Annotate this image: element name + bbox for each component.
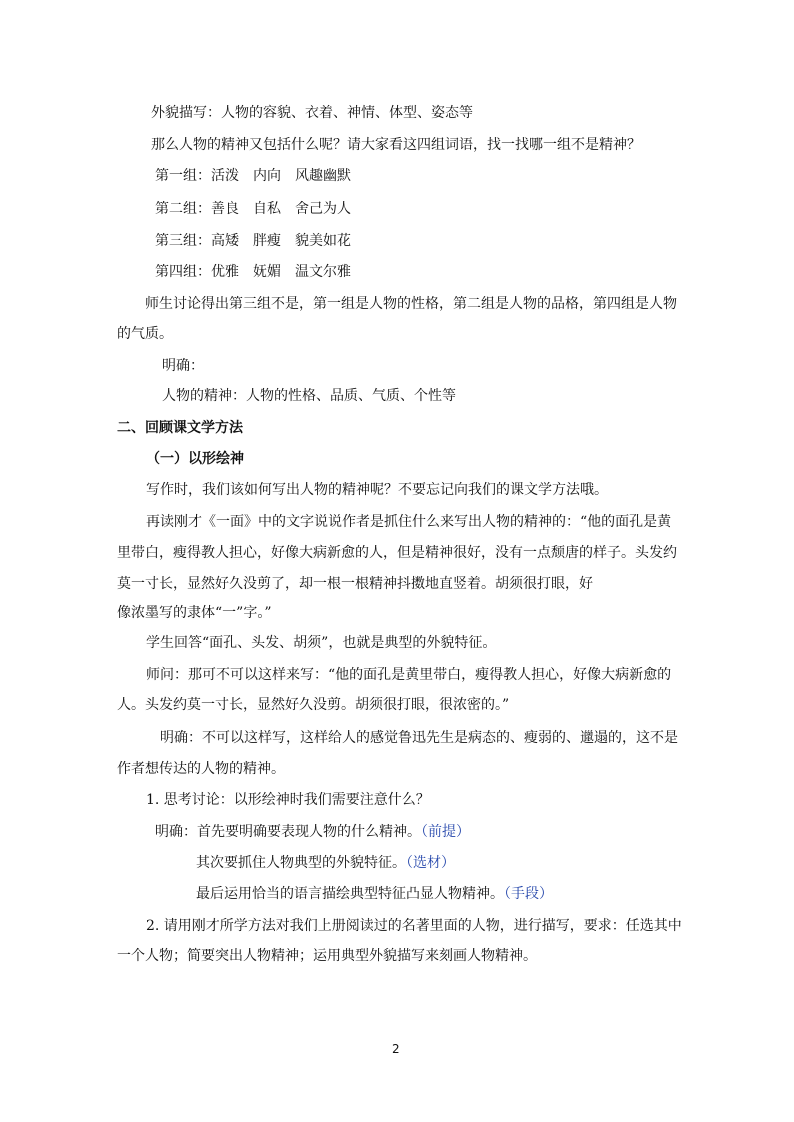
- text-line: 人。头发约莫一寸长，显然好久没剪。胡须很打眼，很浓密的。”: [117, 697, 510, 713]
- text-line: 1. 思考讨论：以形绘神时我们需要注意什么？: [146, 792, 430, 808]
- text-line: 人物的精神：人物的性格、品质、气质、个性等: [162, 388, 456, 404]
- text-line: 的气质。: [117, 326, 173, 342]
- text-line: 第三组：高矮 胖瘦 貌美如花: [155, 233, 351, 249]
- text-line: [196, 855, 455, 871]
- text-line: 莫一寸长，显然好久没剪了，却一根一根精神抖擞地直竖着。胡须很打眼，好: [117, 576, 593, 592]
- text-line: 像浓墨写的隶体“一”字。”: [117, 605, 272, 621]
- annotation-label: （选材）: [406, 855, 455, 871]
- text-line: 外貌描写：人物的容貌、衣着、神情、体型、姿态等: [151, 105, 473, 121]
- text-line: 明确：: [162, 358, 204, 374]
- text-line: 师问：那可不可以这样来写：“他的面孔是黄里带白，瘦得教人担心，好像大病新愈的: [146, 667, 672, 683]
- text-line: 师生讨论得出第三组不是，第一组是人物的性格，第二组是人物的品格，第四组是人物: [145, 296, 677, 312]
- text-line: 一个人物；简要突出人物精神；运用典型外貌描写来刻画人物精神。: [117, 948, 537, 964]
- annotation-label: （前提）: [421, 824, 470, 840]
- text-line: 作者想传达的人物的精神。: [117, 761, 285, 777]
- text-line: 里带白，瘦得教人担心，好像大病新愈的人，但是精神很好，没有一点颓唐的样子。头发约: [117, 545, 677, 561]
- text-line: 第一组：活泼 内向 风趣幽默: [155, 168, 351, 184]
- text-span: 其次要抓住人物典型的外貌特征。: [196, 855, 406, 871]
- text-line: 再读刚才《一面》中的文字说说作者是抓住什么来写出人物的精神的：“他的面孔是黄: [146, 514, 672, 530]
- text-line: 第四组：优雅 妩媚 温文尔雅: [155, 264, 351, 280]
- section-heading: 二、回顾课文学方法: [117, 420, 243, 436]
- text-line: 2. 请用刚才所学方法对我们上册阅读过的名著里面的人物，进行描写，要求：任选其中: [146, 918, 682, 934]
- text-span: 明确：首先要明确要表现人物的什么精神。: [155, 824, 421, 840]
- text-span: 最后运用恰当的语言描绘典型特征凸显人物精神。: [196, 886, 504, 902]
- text-line: 学生回答“面孔、头发、胡须”，也就是典型的外貌特征。: [146, 635, 497, 651]
- text-line: 第二组：善良 自私 舍己为人: [155, 201, 351, 217]
- page-number: 2: [392, 1042, 400, 1056]
- text-line: 写作时，我们该如何写出人物的精神呢？不要忘记向我们的课文学方法哦。: [146, 482, 608, 498]
- annotation-label: （手段）: [504, 886, 553, 902]
- text-line: [155, 824, 470, 840]
- text-line: 明确：不可以这样写，这样给人的感觉鲁迅先生是病态的、瘦弱的、邋遢的，这不是: [160, 730, 678, 746]
- text-line: [196, 886, 553, 902]
- subsection-heading: （一）以形绘神: [146, 451, 244, 467]
- text-line: 那么人物的精神又包括什么呢？请大家看这四组词语，找一找哪一组不是精神？: [151, 137, 641, 153]
